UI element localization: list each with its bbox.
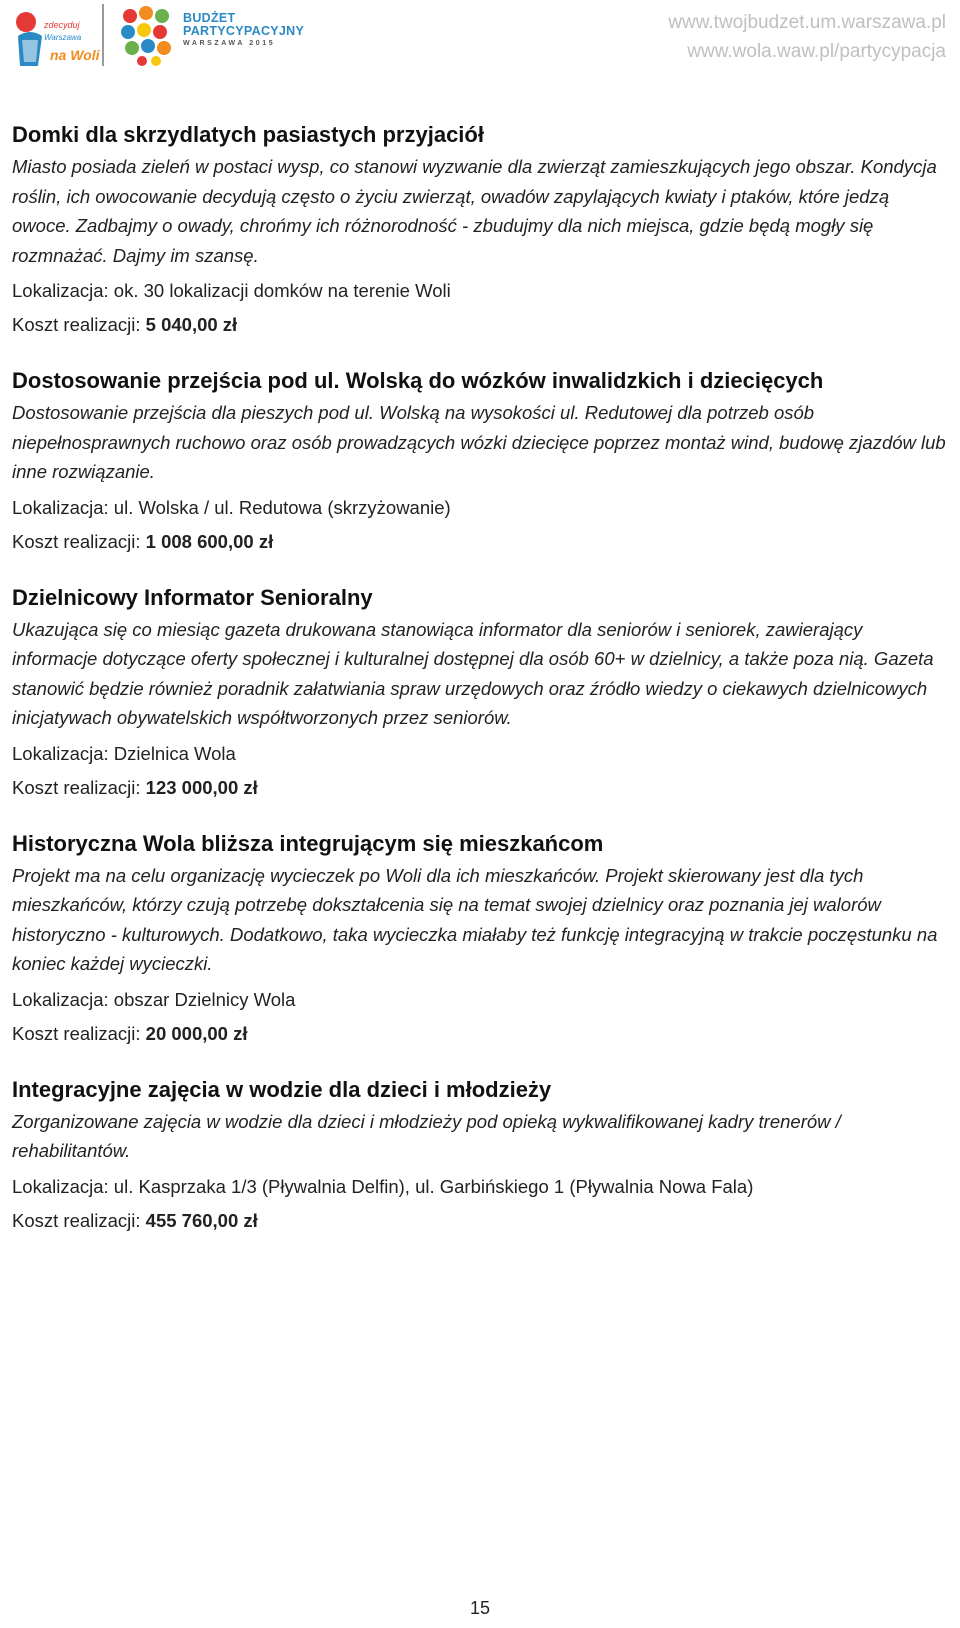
project-title: Integracyjne zajęcia w wodzie dla dzieci i młodzieży	[12, 1076, 552, 1102]
cost-label: Koszt realizacji:	[12, 314, 146, 335]
project-cost	[12, 1019, 950, 1049]
url-twojbudzet[interactable]: www.twojbudzet.um.warszawa.pl	[668, 12, 946, 33]
project-cost	[12, 1206, 950, 1236]
header-urls	[668, 8, 946, 66]
cost-label: Koszt realizacji:	[12, 530, 146, 552]
cost-value: 5 040,00 zł	[145, 314, 238, 335]
project-description: Zorganizowane zajęcia w wodzie dla dzieci i młodzieży pod opieką wykwalifikowanej kadry trenerów / rehabilitantów.	[12, 1110, 841, 1161]
logo-title-line1: BUDŻET	[183, 11, 236, 25]
budzet-flower-logo	[118, 4, 178, 68]
project-description: Dostosowanie przejścia dla pieszych pod ul. Wolską na wysokości ul. Redutowej dla potrzeb osób niepełnosprawnych ruchowo oraz osób prowadzących wózki dziecięce poprzez montaż wind, budowę zjazdów lub inne rozwiązanie.	[12, 402, 946, 482]
project-location: Lokalizacja: ok. 30 lokalizacji domków na terenie Woli	[12, 280, 451, 301]
logo-subtitle: WARSZAWA 2015	[183, 40, 276, 47]
project-item	[12, 829, 950, 1049]
project-item	[12, 583, 950, 803]
cost-label: Koszt realizacji:	[12, 1022, 146, 1044]
svg-text:na Woli: na Woli	[50, 47, 100, 63]
budzet-logo-title	[183, 12, 304, 38]
project-title: Dostosowanie przejścia pod ul. Wolską do wózków inwalidzkich i dziecięcych	[12, 368, 824, 393]
project-title: Historyczna Wola bliższa integrującym się mieszkańcom	[12, 830, 604, 856]
project-location: Lokalizacja: ul. Kasprzaka 1/3 (Pływalnia Delfin), ul. Garbińskiego 1 (Pływalnia Nowa Fala)	[12, 1175, 754, 1197]
project-cost	[12, 310, 950, 340]
zdecyduj-warszawa-logo	[8, 6, 100, 70]
svg-text:zdecyduj: zdecyduj	[44, 20, 80, 30]
logo-title-line2: PARTYCYPACYJNY	[183, 24, 305, 38]
svg-text:Warszawa: Warszawa	[44, 33, 82, 42]
cost-value: 123 000,00 zł	[145, 776, 258, 798]
cost-label: Koszt realizacji:	[12, 776, 146, 798]
cost-value: 20 000,00 zł	[145, 1022, 248, 1044]
project-location: Lokalizacja: ul. Wolska / ul. Redutowa (skrzyżowanie)	[12, 496, 451, 518]
url-wola-partycypacja[interactable]: www.wola.waw.pl/partycypacja	[687, 41, 946, 62]
project-location: Lokalizacja: obszar Dzielnicy Wola	[12, 988, 296, 1010]
cost-value: 455 760,00 zł	[145, 1209, 258, 1231]
project-description: Miasto posiada zieleń w postaci wysp, co stanowi wyzwanie dla zwierząt zamieszkujących jego obszar. Kondycja roślin, ich owocowanie decydują często o życiu zwierząt, owadów zapylających kwiaty i ptaków, które jedzą owoce. Zadbajmy o owady, chrońmy ich różnorodność - zbudujmy dla nich miejsca, gdzie będą mogły się rozmnażać. Dajmy im szansę.	[12, 156, 937, 266]
project-title: Domki dla skrzydlatych pasiastych przyjaciół	[12, 122, 484, 147]
project-item	[12, 120, 950, 340]
cost-label: Koszt realizacji:	[12, 1209, 146, 1231]
project-description: Ukazująca się co miesiąc gazeta drukowana stanowiąca informator dla seniorów i seniorek, zawierający informacje dotyczące oferty społecznej i kulturalnej dostępnej dla osób 60+ w dzielnicy, a także poza nią. Gazeta stanowić będzie również poradnik załatwiania spraw urzędowych oraz źródło wiedzy o ciekawych dzielnicowych inicjatywach obywatelskich współtworzonych przez seniorów.	[12, 618, 934, 728]
project-description: Projekt ma na celu organizację wycieczek po Woli dla ich mieszkańców. Projekt skierowany jest dla tych mieszkańców, którzy czują potrzebę dokształcenia się na temat swojej dzielnicy oraz poznania jej walorów historyczno - kulturowych. Dodatkowo, taka wycieczka miałaby też funkcję integracyjną w trakcie poczęstunku na koniec każdej wycieczki.	[12, 864, 938, 974]
project-cost	[12, 527, 950, 557]
project-cost	[12, 773, 950, 803]
projects-list	[12, 120, 950, 1262]
page-number: 15	[469, 1598, 491, 1618]
header-divider	[102, 4, 104, 66]
cost-value: 1 008 600,00 zł	[145, 530, 274, 552]
project-location: Lokalizacja: Dzielnica Wola	[12, 742, 236, 764]
project-item	[12, 366, 950, 557]
project-item	[12, 1075, 950, 1236]
project-title: Dzielnicowy Informator Senioralny	[12, 584, 373, 610]
page-header	[0, 0, 960, 78]
